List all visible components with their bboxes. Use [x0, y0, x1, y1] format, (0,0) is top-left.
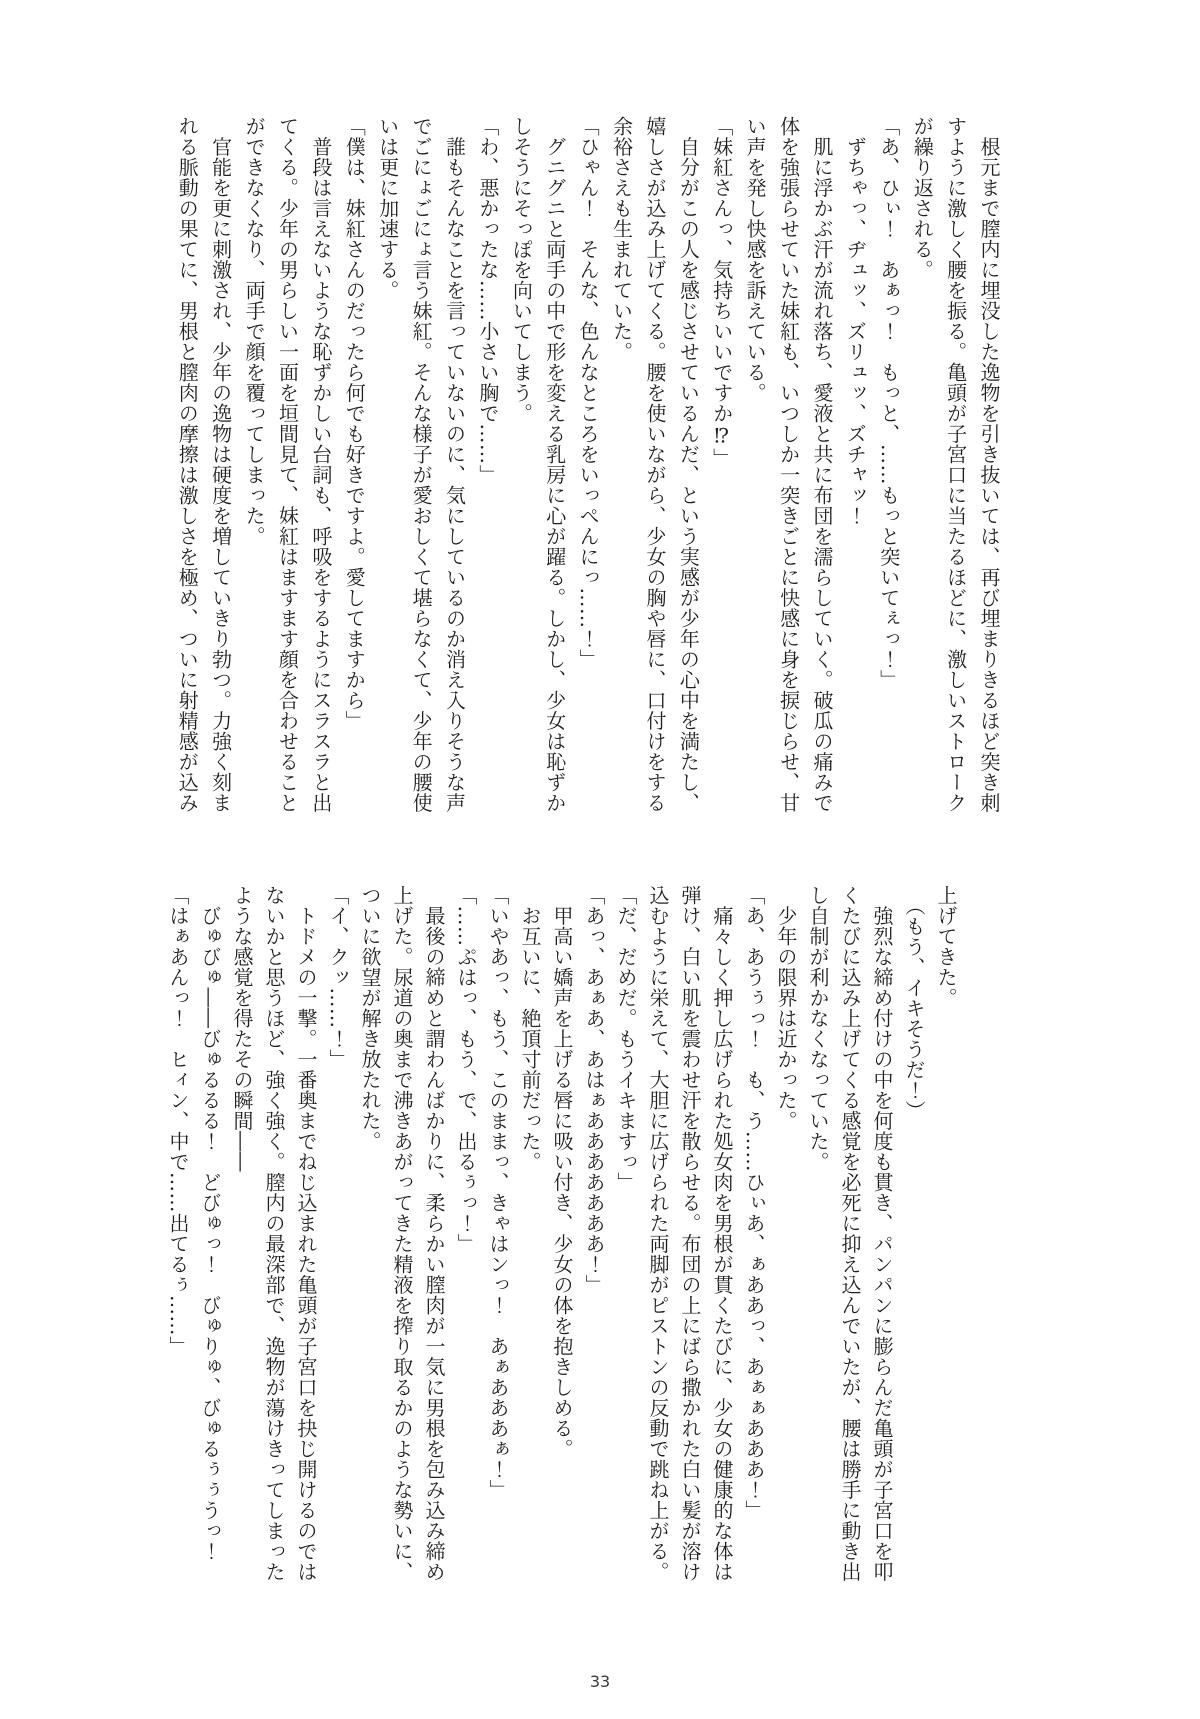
text-column: 肌に浮かぶ汗が流れ落ち、愛液と共に布団を濡らしていく。破瓜の痛みで: [809, 116, 834, 813]
text-column: 甲高い嬌声を上げる唇に吸い付き、少女の体を抱きしめる。: [550, 885, 574, 1459]
text-column: グニグニと両手の中で形を変える乳房に心が躍る。しかし、少女は恥ずか: [542, 116, 567, 813]
text-column: 少年の限界は近かった。: [774, 885, 798, 1131]
text-column: ような感覚を得たその瞬間――: [230, 885, 254, 1172]
text-column: お互いに、絶頂寸前だった。: [518, 885, 542, 1172]
text-column: （もう、イキそうだ！）: [902, 885, 926, 1121]
text-column: ないかと思うほど、強く強く。膣内の最深部で、逸物が蕩けきってしまった: [262, 885, 286, 1582]
text-column: すように激しく腰を振る。亀頭が子宮口に当たるほどに、激しいストローク: [943, 116, 968, 813]
text-column: 「妹紅さんっ、気持ちいいですか⁉」: [709, 116, 734, 469]
text-column: 根元まで膣内に埋没した逸物を引き抜いては、再び埋まりきるほど突き刺: [977, 116, 1001, 813]
text-column: いは更に加速する。: [375, 116, 400, 301]
text-column: ができなくなり、両手で顔を覆ってしまった。: [242, 116, 267, 547]
text-column: 嬉しさが込み上げてくる。腰を使いながら、少女の胸や唇に、口付けをする: [642, 116, 667, 813]
text-column: い声を発し快感を訴えている。: [743, 116, 768, 403]
text-column: くたびに込み上げてくる感覚を必死に抑え込んでいたが、腰は勝手に動き出: [838, 885, 862, 1582]
top-text-block: [170, 116, 1005, 828]
text-column: 「僕は、妹紅さんのだったら何でも好きですよ。愛してますから」: [342, 116, 367, 731]
bottom-text-block: [162, 885, 962, 1597]
text-column: 余裕さえも生まれていた。: [609, 116, 634, 362]
text-column: れる脈動の果てに、男根と膣肉の摩擦は激しさを極め、ついに射精感が込み: [175, 116, 200, 813]
text-column: 痛々しく押し広げられた処女肉を男根が貫くたびに、少女の健康的な体は: [710, 885, 734, 1582]
text-column: 「はぁあんっ！ ヒィン、中で……出てるぅ……」: [166, 885, 190, 1357]
text-column: しそうにそっぽを向いてしまう。: [509, 116, 534, 424]
text-column: 誰もそんなことを言っていないのに、気にしているのか消え入りそうな声: [442, 116, 467, 813]
text-column: トドメの一撃。一番奥までねじ込まれた亀頭が子宮口を抉じ開けるのでは: [294, 885, 318, 1582]
page-number: 33: [589, 1672, 611, 1691]
text-column: 込むように栄えて、大胆に広げられた両脚がピストンの反動で跳ね上がる。: [646, 885, 670, 1582]
text-column: びゅびゅ――びゅるるる！ どびゅっ！ びゅりゅ、びゅるぅぅうっ！: [198, 885, 222, 1562]
text-column: 上げてきた。: [934, 885, 958, 1008]
text-column: 「あ、あうぅっ！ も、う……ひぃあ、ぁああっ、あぁぁあああ！」: [742, 885, 766, 1521]
text-column: 「あ、ひぃ！ あぁっ！ もっと、……もっと突いてぇっ！」: [876, 116, 901, 690]
text-column: 「あっ、あぁあ、あはぁあああああああ！」: [582, 885, 606, 1295]
text-column: 自分がこの人を感じさせているんだ、という実感が少年の心中を満たし、: [676, 116, 701, 813]
text-column: 官能を更に刺激され、少年の逸物は硬度を増していきり勃つ。力強く刻ま: [208, 116, 233, 813]
text-column: ずちゃっ、ヂュッ、ズリュッ、ズチャッ！: [843, 116, 868, 526]
text-column: 体を強張らせていた妹紅も、いつしか一突きごとに快感に身を捩じらせ、甘: [776, 116, 801, 813]
text-column: 上げた。尿道の奥まで沸きあがってきた精液を搾り取るかのような勢いに、: [390, 885, 414, 1582]
text-column: ついに欲望が解き放たれた。: [358, 885, 382, 1152]
text-column: 普段は言えないような恥ずかしい台詞も、呼吸をするようにスラスラと出: [308, 116, 333, 813]
text-column: 「イ、クッ……！」: [326, 885, 350, 1070]
text-column: 「……ぷはっ、もう、で、出るぅっ！」: [454, 885, 478, 1254]
text-column: 強烈な締め付けの中を何度も貫き、パンパンに膨らんだ亀頭が子宮口を叩: [870, 885, 894, 1582]
text-column: 「ひゃん！ そんな、色んなところをいっぺんにっ……！」: [576, 116, 601, 670]
text-column: 「わ、悪かったな……小さい胸で……」: [475, 116, 500, 485]
text-column: が繰り返される。: [910, 116, 935, 280]
text-column: てくる。少年の男らしい一面を垣間見て、妹紅はますます顔を合わせること: [275, 116, 300, 813]
text-column: でごにょごにょ言う妹紅。そんな様子が愛おしくて堪らなくて、少年の腰使: [409, 116, 434, 813]
text-column: 「いやあっ、もう、このままっ、きゃはンっ！ あぁあああぁ！」: [486, 885, 510, 1500]
text-column: 弾け、白い肌を震わせ汗を散らせる。布団の上にばら撒かれた白い髪が溶け: [678, 885, 702, 1582]
text-column: し自制が利かなくなっていた。: [806, 885, 830, 1172]
text-column: 最後の締めと謂わんばかりに、柔らかい膣肉が一気に男根を包み込み締め: [422, 885, 446, 1582]
text-column: 「だ、だめだ。もうイキますっ」: [614, 885, 638, 1193]
